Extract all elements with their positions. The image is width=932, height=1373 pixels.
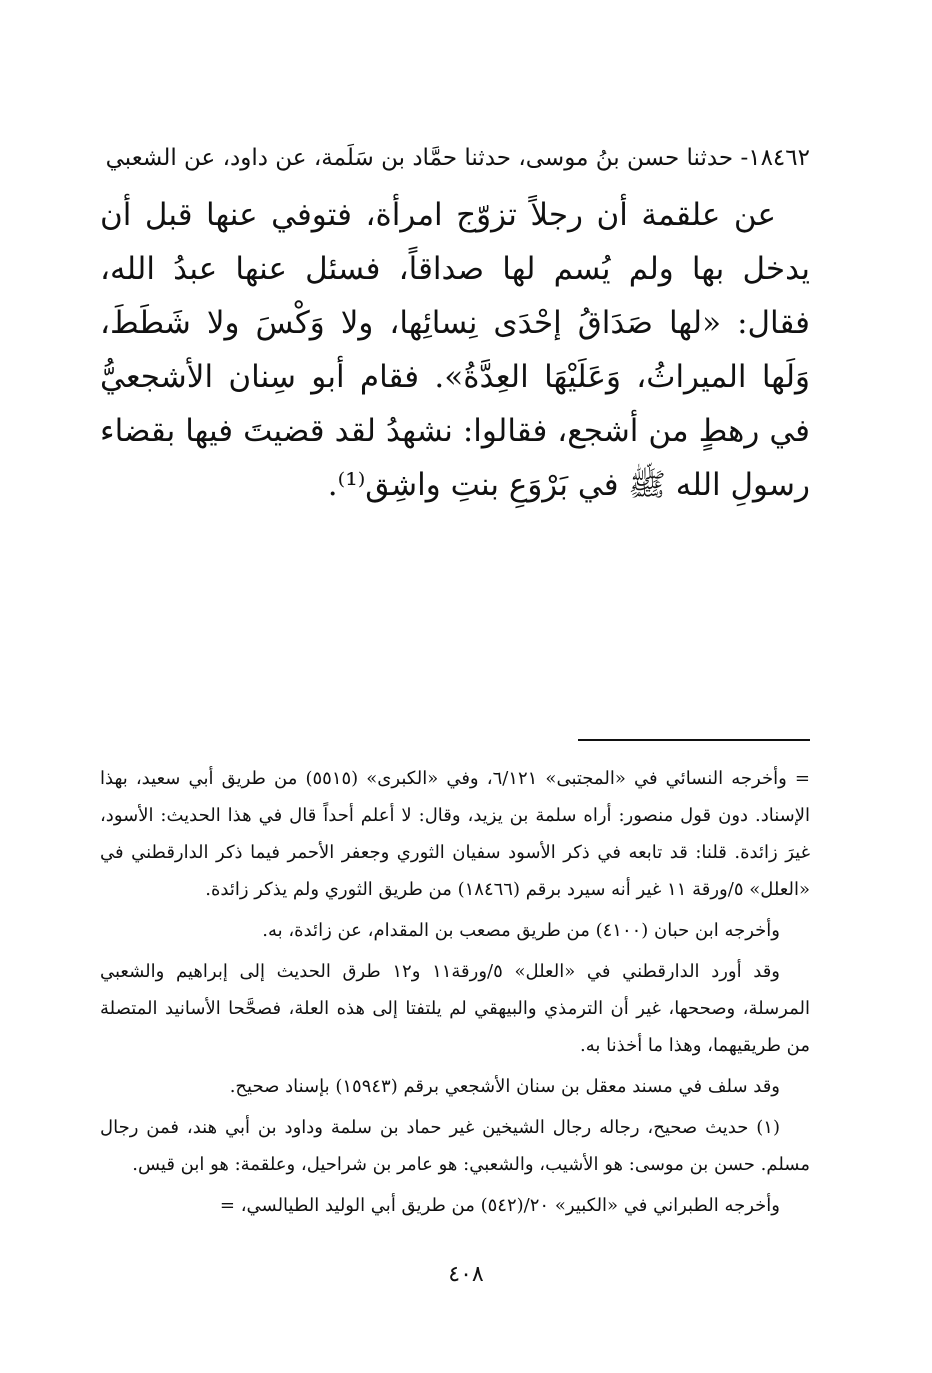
hadith-text: عن علقمة أن رجلاً تزوّج امرأة، فتوفي عنها قبل أن يدخل بها ولم يُسم لها صداقاً، فسئل عنها عبدُ الله، فقال: «لها صَدَاقُ إحْدَى نِسائِها، ولا وَكْسَ ولا شَطَطَ، وَلَها الميراثُ، وَعَلَيْهَا العِدَّةُ». فقام أبو سِنان الأشجعيُّ في رهطٍ من أشجع، فقالوا: نشهدُ لقد قضيتَ فيها بقضاء رسولِ الله ﷺ في بَرْوَعِ بنتِ واشِق⁽¹⁾. <box>100 197 810 503</box>
footnote-paragraph: وقد أورد الدارقطني في «العلل» ٥/ورقة١١ و١٢ طرق الحديث إلى إبراهيم والشعبي المرسلة، وصححها، غير أن الترمذي والبيهقي لم يلتفتا إلى هذه العلة، فصحَّحا الأسانيد المتصلة من طريقيهما، وهذا ما أخذنا به. <box>100 961 810 1056</box>
page-number: ٤٠٨ <box>448 1262 484 1287</box>
footnote-paragraph: وقد سلف في مسند معقل بن سنان الأشجعي برقم (١٥٩٤٣) بإسناد صحيح. <box>229 1076 780 1097</box>
footnote-paragraph: = وأخرجه النسائي في «المجتبى» ٦/١٢١، وفي «الكبرى» (٥٥١٥) من طريق أبي سعيد، بهذا الإسناد. دون قول منصور: أراه سلمة بن يزيد، وقال: لا أعلم أحداً قال في هذا الحديث: الأسود، غيرَ زائدة. قلنا: قد تابعه في ذكر الأسود سفيان الثوري وجعفر الأحمر فيما ذكر الدارقطني في «العلل» ٥/ورقة ١١ غير أنه سيرد برقم (١٨٤٦٦) من طريق الثوري ولم يذكر زائدة. <box>100 768 811 900</box>
footnote-paragraph: وأخرجه ابن حبان (٤١٠٠) من طريق مصعب بن المقدام، عن زائدة، به. <box>262 920 780 941</box>
footnote-paragraph: (١) حديث صحيح، رجاله رجال الشيخين غير حماد بن سلمة وداود بن أبي هند، فمن رجال مسلم. حسن بن موسى: هو الأشيب، والشعبي: هو عامر بن شراحيل، وعلقمة: هو ابن قيس. <box>100 1117 810 1175</box>
footnote-paragraph: وأخرجه الطبراني في «الكبير» ٢٠/(٥٤٢) من طريق أبي الوليد الطيالسي، = <box>219 1195 780 1216</box>
hadith-chain: ١٨٤٦٢- حدثنا حسن بنُ موسى، حدثنا حمَّاد بن سَلَمة، عن داود، عن الشعبي <box>105 145 810 171</box>
footnotes <box>100 760 810 1228</box>
page-body <box>100 130 811 1216</box>
footnote-separator <box>578 739 810 741</box>
